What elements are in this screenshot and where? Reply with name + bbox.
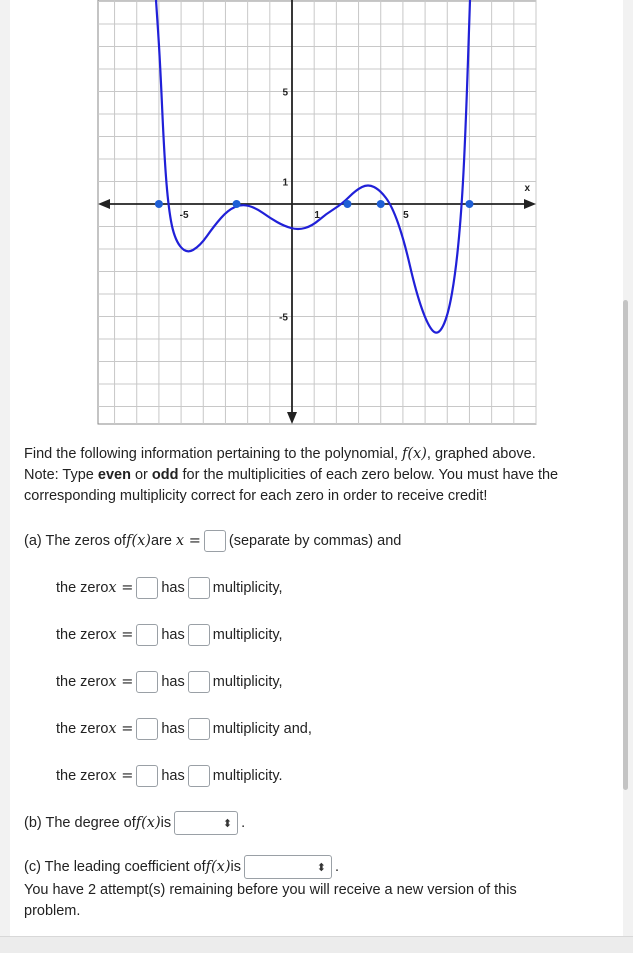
tick-label: 5: [282, 87, 288, 99]
multiplicity-box[interactable]: [188, 765, 210, 787]
attempts-text: You have 2 attempt(s) remaining before you will receive a new version of this problem.: [24, 882, 517, 919]
zero-value-box[interactable]: [136, 718, 158, 740]
part-c-row: (c) The leading coefficient of f(x) is ⬍ .: [24, 854, 339, 880]
tick-label: -5: [179, 210, 189, 221]
part-a-row: (a) The zeros of f(x) are x = (separate by commas) and: [24, 528, 401, 554]
chevron-updown-icon: ⬍: [316, 861, 326, 874]
zero-point: [377, 200, 385, 208]
multiplicity-box[interactable]: [188, 624, 210, 646]
intro-text: Find the following information pertaining to the polynomial, f(x), graphed above. Note: Type even or odd for the multiplicities of each zero below. You must have the corresponding multiplicity correct for each zero in order to receive credit!: [24, 446, 559, 504]
zero-row: the zero x = has multiplicity,: [56, 575, 283, 601]
tick-label: 1: [314, 210, 320, 221]
zero-value-box[interactable]: [136, 577, 158, 599]
zero-value-box[interactable]: [136, 624, 158, 646]
zero-point: [343, 200, 351, 208]
tick-label: 1: [282, 177, 288, 189]
zero-point: [233, 200, 241, 208]
multiplicity-box[interactable]: [188, 718, 210, 740]
leading-coefficient-select[interactable]: [244, 855, 332, 879]
even-keyword: even: [97, 467, 131, 483]
zero-value-box[interactable]: [136, 671, 158, 693]
degree-select[interactable]: [174, 811, 238, 835]
part-b-row: (b) The degree of f(x) is ⬍ .: [24, 810, 245, 836]
zero-row: the zero x = has multiplicity,: [56, 622, 283, 648]
zero-row: the zero x = has multiplicity,: [56, 669, 283, 695]
zero-point: [155, 200, 163, 208]
zero-value-box[interactable]: [136, 765, 158, 787]
zero-point: [465, 200, 473, 208]
bottom-bar: [0, 936, 633, 953]
zero-row: the zero x = has multiplicity.: [56, 763, 283, 789]
multiplicity-box[interactable]: [188, 671, 210, 693]
tick-label: -5: [279, 312, 288, 324]
zeros-answer-box[interactable]: [204, 530, 226, 552]
polynomial-graph: [0, 0, 633, 430]
x-axis-label: x: [524, 183, 530, 194]
tick-label: 5: [403, 210, 409, 221]
odd-keyword: odd: [151, 467, 179, 483]
chevron-updown-icon: ⬍: [222, 817, 233, 830]
zero-row: the zero x = has multiplicity and,: [56, 716, 312, 742]
multiplicity-box[interactable]: [188, 577, 210, 599]
